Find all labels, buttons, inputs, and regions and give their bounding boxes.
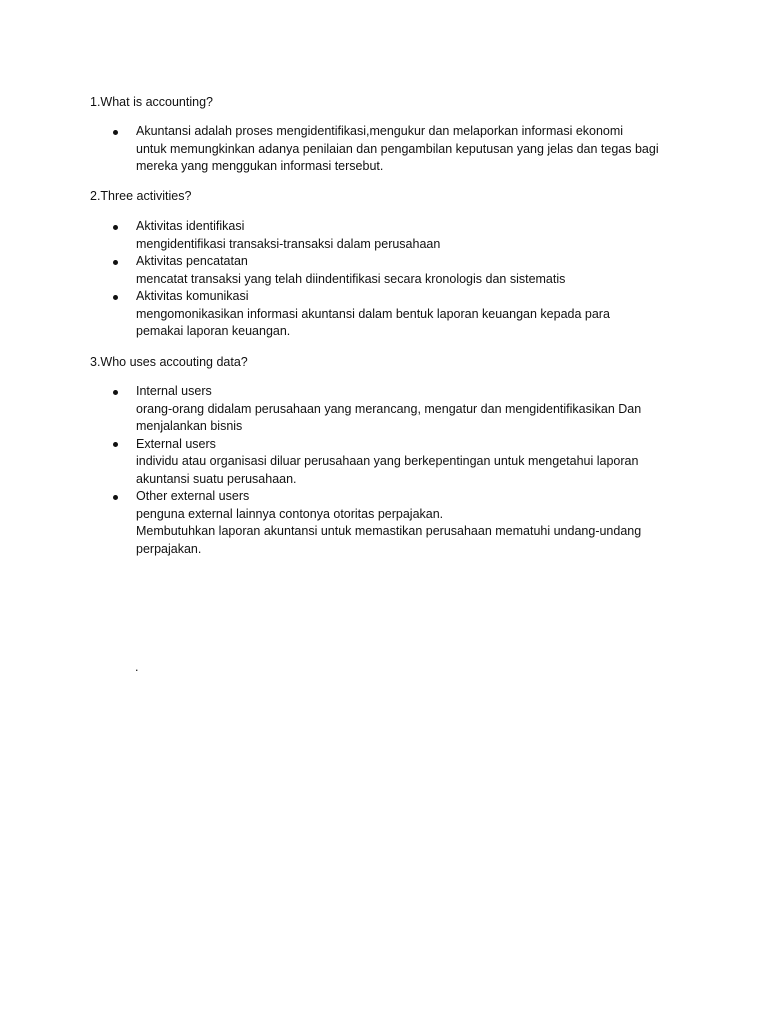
bullet-icon [113,390,118,395]
item-line: mereka yang menggukan informasi tersebut. [136,159,384,173]
item-line: menjalankan bisnis [136,419,243,433]
question-1-heading: 1.What is accounting? [90,95,213,109]
item-title: Aktivitas identifikasi [136,219,245,233]
question-2-heading: 2.Three activities? [90,189,192,203]
item-title: Aktivitas komunikasi [136,289,249,303]
list-item [113,488,693,558]
list-item [113,123,693,176]
bullet-icon [113,260,118,265]
item-line: mencatat transaksi yang telah diindentifikasi secara kronologis dan sistematis [136,271,566,286]
question-1-list [113,123,693,176]
list-item [113,436,693,489]
item-title: Internal users [136,384,212,398]
list-item [113,288,693,341]
item-line: mengidentifikasi transaksi-transaksi dalam perusahaan [136,236,441,251]
item-title: External users [136,436,216,451]
item-line: untuk memungkinkan adanya penilaian dan pengambilan keputusan yang jelas dan tegas bagi [136,141,659,156]
item-title: Aktivitas pencatatan [136,254,248,268]
list-item [113,218,693,253]
item-title: Other external users [136,489,250,503]
bullet-icon [113,495,118,500]
item-line: pemakai laporan keuangan. [136,324,291,338]
item-line: Membutuhkan laporan akuntansi untuk memastikan perusahaan mematuhi undang-undang [136,524,642,538]
item-line: perpajakan. [136,541,202,556]
question-2-list [113,218,693,341]
item-line: orang-orang didalam perusahaan yang merancang, mengatur dan mengidentifikasikan Dan [136,401,642,416]
item-line: penguna external lainnya contonya otoritas perpajakan. [136,506,444,521]
item-line: individu atau organisasi diluar perusahaan yang berkepentingan untuk mengetahui laporan [136,454,639,468]
item-line: akuntansi suatu perusahaan. [136,471,297,486]
list-item [113,383,693,436]
item-line: Akuntansi adalah proses mengidentifikasi,mengukur dan melaporkan informasi ekonomi [136,124,624,138]
bullet-icon [113,130,118,135]
bullet-icon [113,442,118,447]
bullet-icon [113,295,118,300]
question-3-heading: 3.Who uses accouting data? [90,355,248,369]
bullet-icon [113,225,118,230]
item-line: mengomonikasikan informasi akuntansi dalam bentuk laporan keuangan kepada para [136,306,610,321]
trailing-mark: . [135,660,139,674]
question-3-list [113,383,693,558]
list-item [113,253,693,288]
